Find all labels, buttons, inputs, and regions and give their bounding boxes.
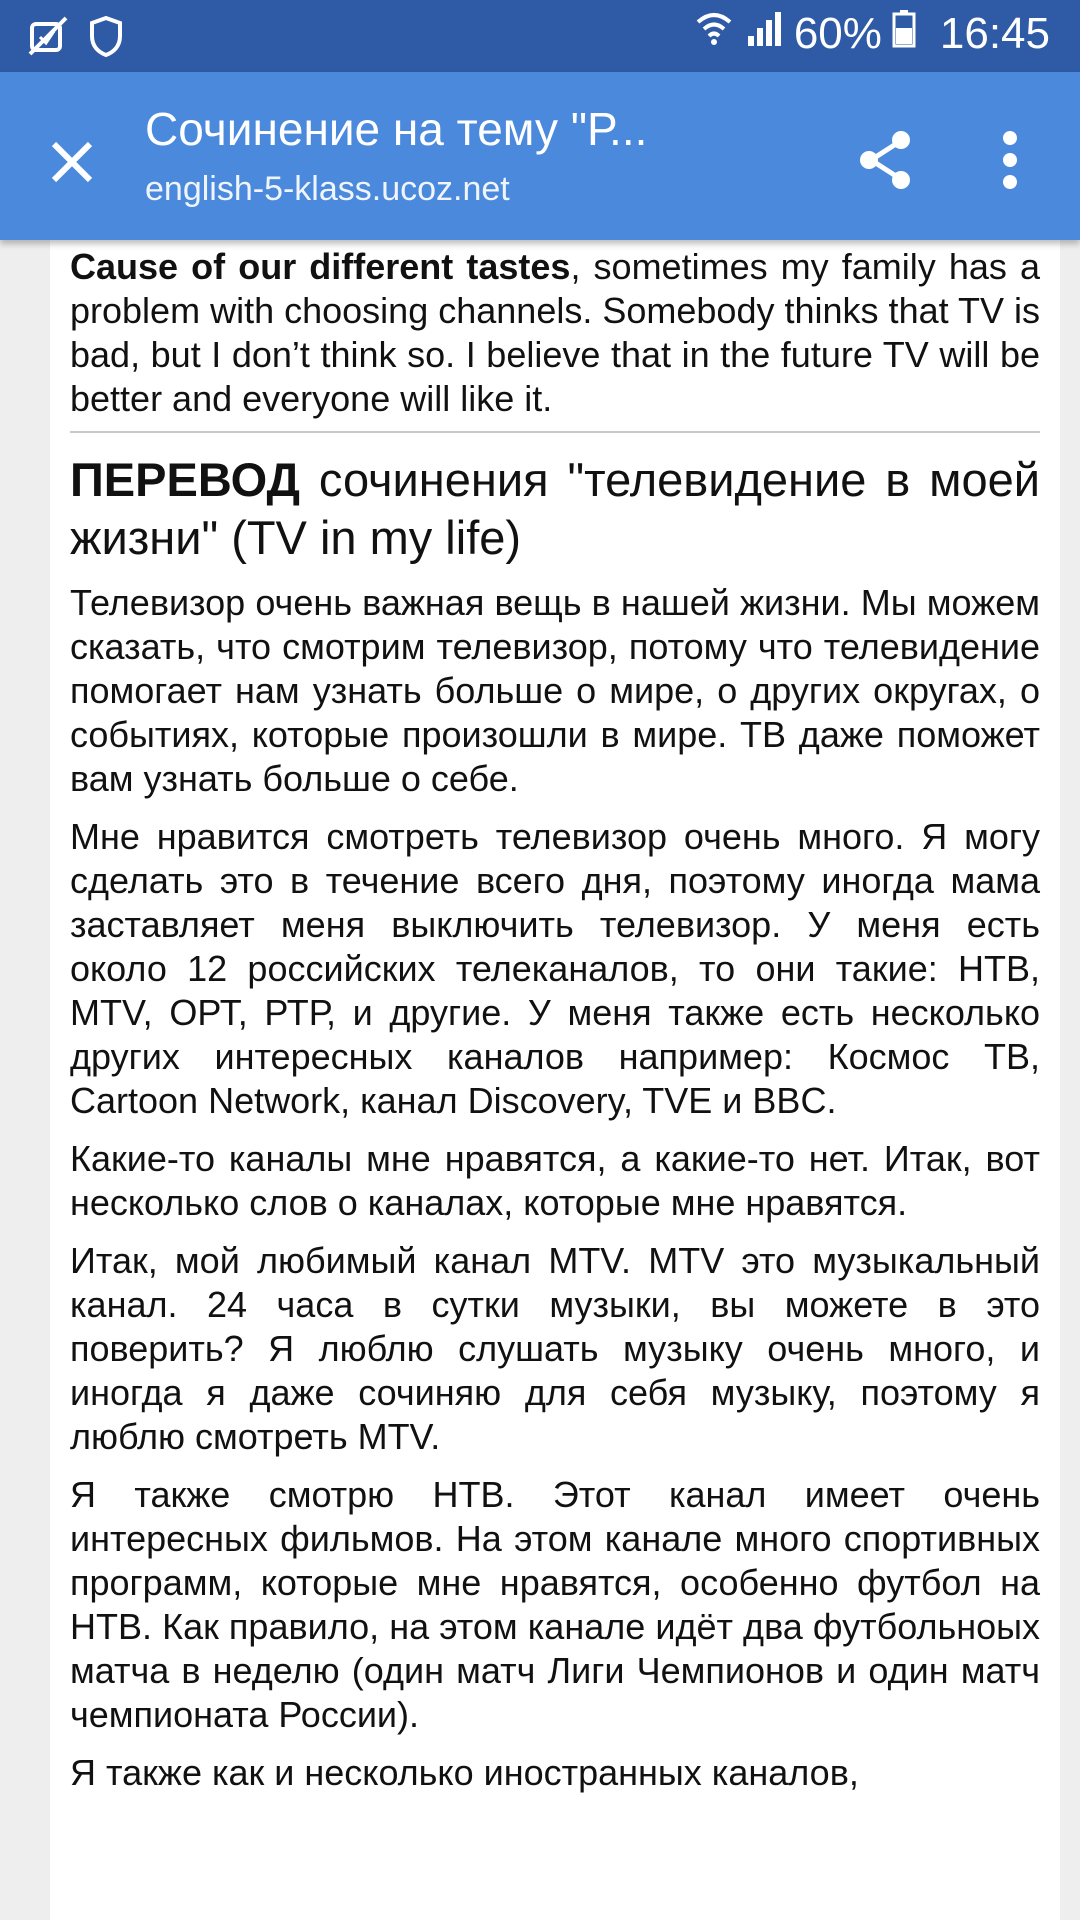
signal-icon xyxy=(744,8,784,59)
translation-heading xyxy=(70,451,1040,567)
more-options-button[interactable] xyxy=(970,120,1050,200)
article-content xyxy=(70,245,1040,1809)
paragraph: Мне нравится смотреть телевизор очень много. Я могу сделать это в течение всего дня, поэтому иногда мама заставляет меня выключить телевизор. У меня есть около 12 российских телеканалов, то они такие: НТВ, MTV, ОРТ, РТР, и другие. У меня также есть несколько других интересных каналов например: Космос ТВ, Cartoon Network, канал Discovery, TVE и BBC. xyxy=(70,816,1040,1121)
page-title: Сочинение на тему "Р... xyxy=(145,103,648,155)
shield-icon xyxy=(88,14,124,63)
heading-text: сочинения "телевидение в моей жизни" (TV in my life) xyxy=(70,453,1040,564)
paragraph: Я также как и несколько иностранных каналов, xyxy=(70,1752,859,1793)
page-url: english-5-klass.ucoz.net xyxy=(145,170,510,208)
battery-percent: 60% xyxy=(793,8,882,58)
intro-text: , sometimes my family has a problem with choosing channels. Somebody thinks that TV is bad, but I don’t think so. I believe that in the future TV will be better and everyone will like it. xyxy=(70,246,1041,419)
status-right xyxy=(694,8,1050,59)
no-location-icon xyxy=(26,14,70,63)
status-bar xyxy=(0,0,1080,72)
wifi-icon xyxy=(694,8,734,59)
paragraph: Телевизор очень важная вещь в нашей жизни. Мы можем сказать, что смотрим телевизор, потому что телевидение помогает нам узнать больше о мире, о других округах, о событиях, которые произошли в мире. ТВ даже поможет вам узнать больше о себе. xyxy=(70,582,1040,799)
intro-paragraph xyxy=(70,245,1040,421)
divider xyxy=(70,431,1040,433)
more-vert-icon xyxy=(1000,130,1020,190)
heading-bold-text: ПЕРЕВОД xyxy=(70,453,301,506)
status-left-icons xyxy=(26,14,124,63)
web-page[interactable] xyxy=(50,240,1060,1920)
paragraph: Какие-то каналы мне нравятся, а какие-то нет. Итак, вот несколько слов о каналах, которые мне нравятся. xyxy=(70,1138,1040,1223)
paragraph: Итак, мой любимый канал MTV. MTV это музыкальный канал. 24 часа в сутки музыки, вы можете в это поверить? Я люблю слушать музыку очень много, и иногда я даже сочиняю для себя музыку, поэтому я люблю смотреть MTV. xyxy=(70,1240,1040,1457)
share-icon xyxy=(853,128,917,192)
custom-tab-toolbar xyxy=(0,72,1080,240)
share-button[interactable] xyxy=(845,120,925,200)
close-icon xyxy=(49,139,95,185)
paragraph: Я также смотрю НТВ. Этот канал имеет очень интересных фильмов. На этом канале много спортивных программ, которые мне нравятся, особенно футбол на НТВ. Как правило, на этом канале идёт два футбольноых матча в неделю (один матч Лиги Чемпионов и один матч чемпионата России). xyxy=(70,1474,1040,1735)
intro-bold-text: Cause of our different tastes xyxy=(70,246,571,287)
close-button[interactable] xyxy=(32,122,112,202)
clock: 16:45 xyxy=(939,8,1050,58)
battery-icon xyxy=(892,8,916,59)
